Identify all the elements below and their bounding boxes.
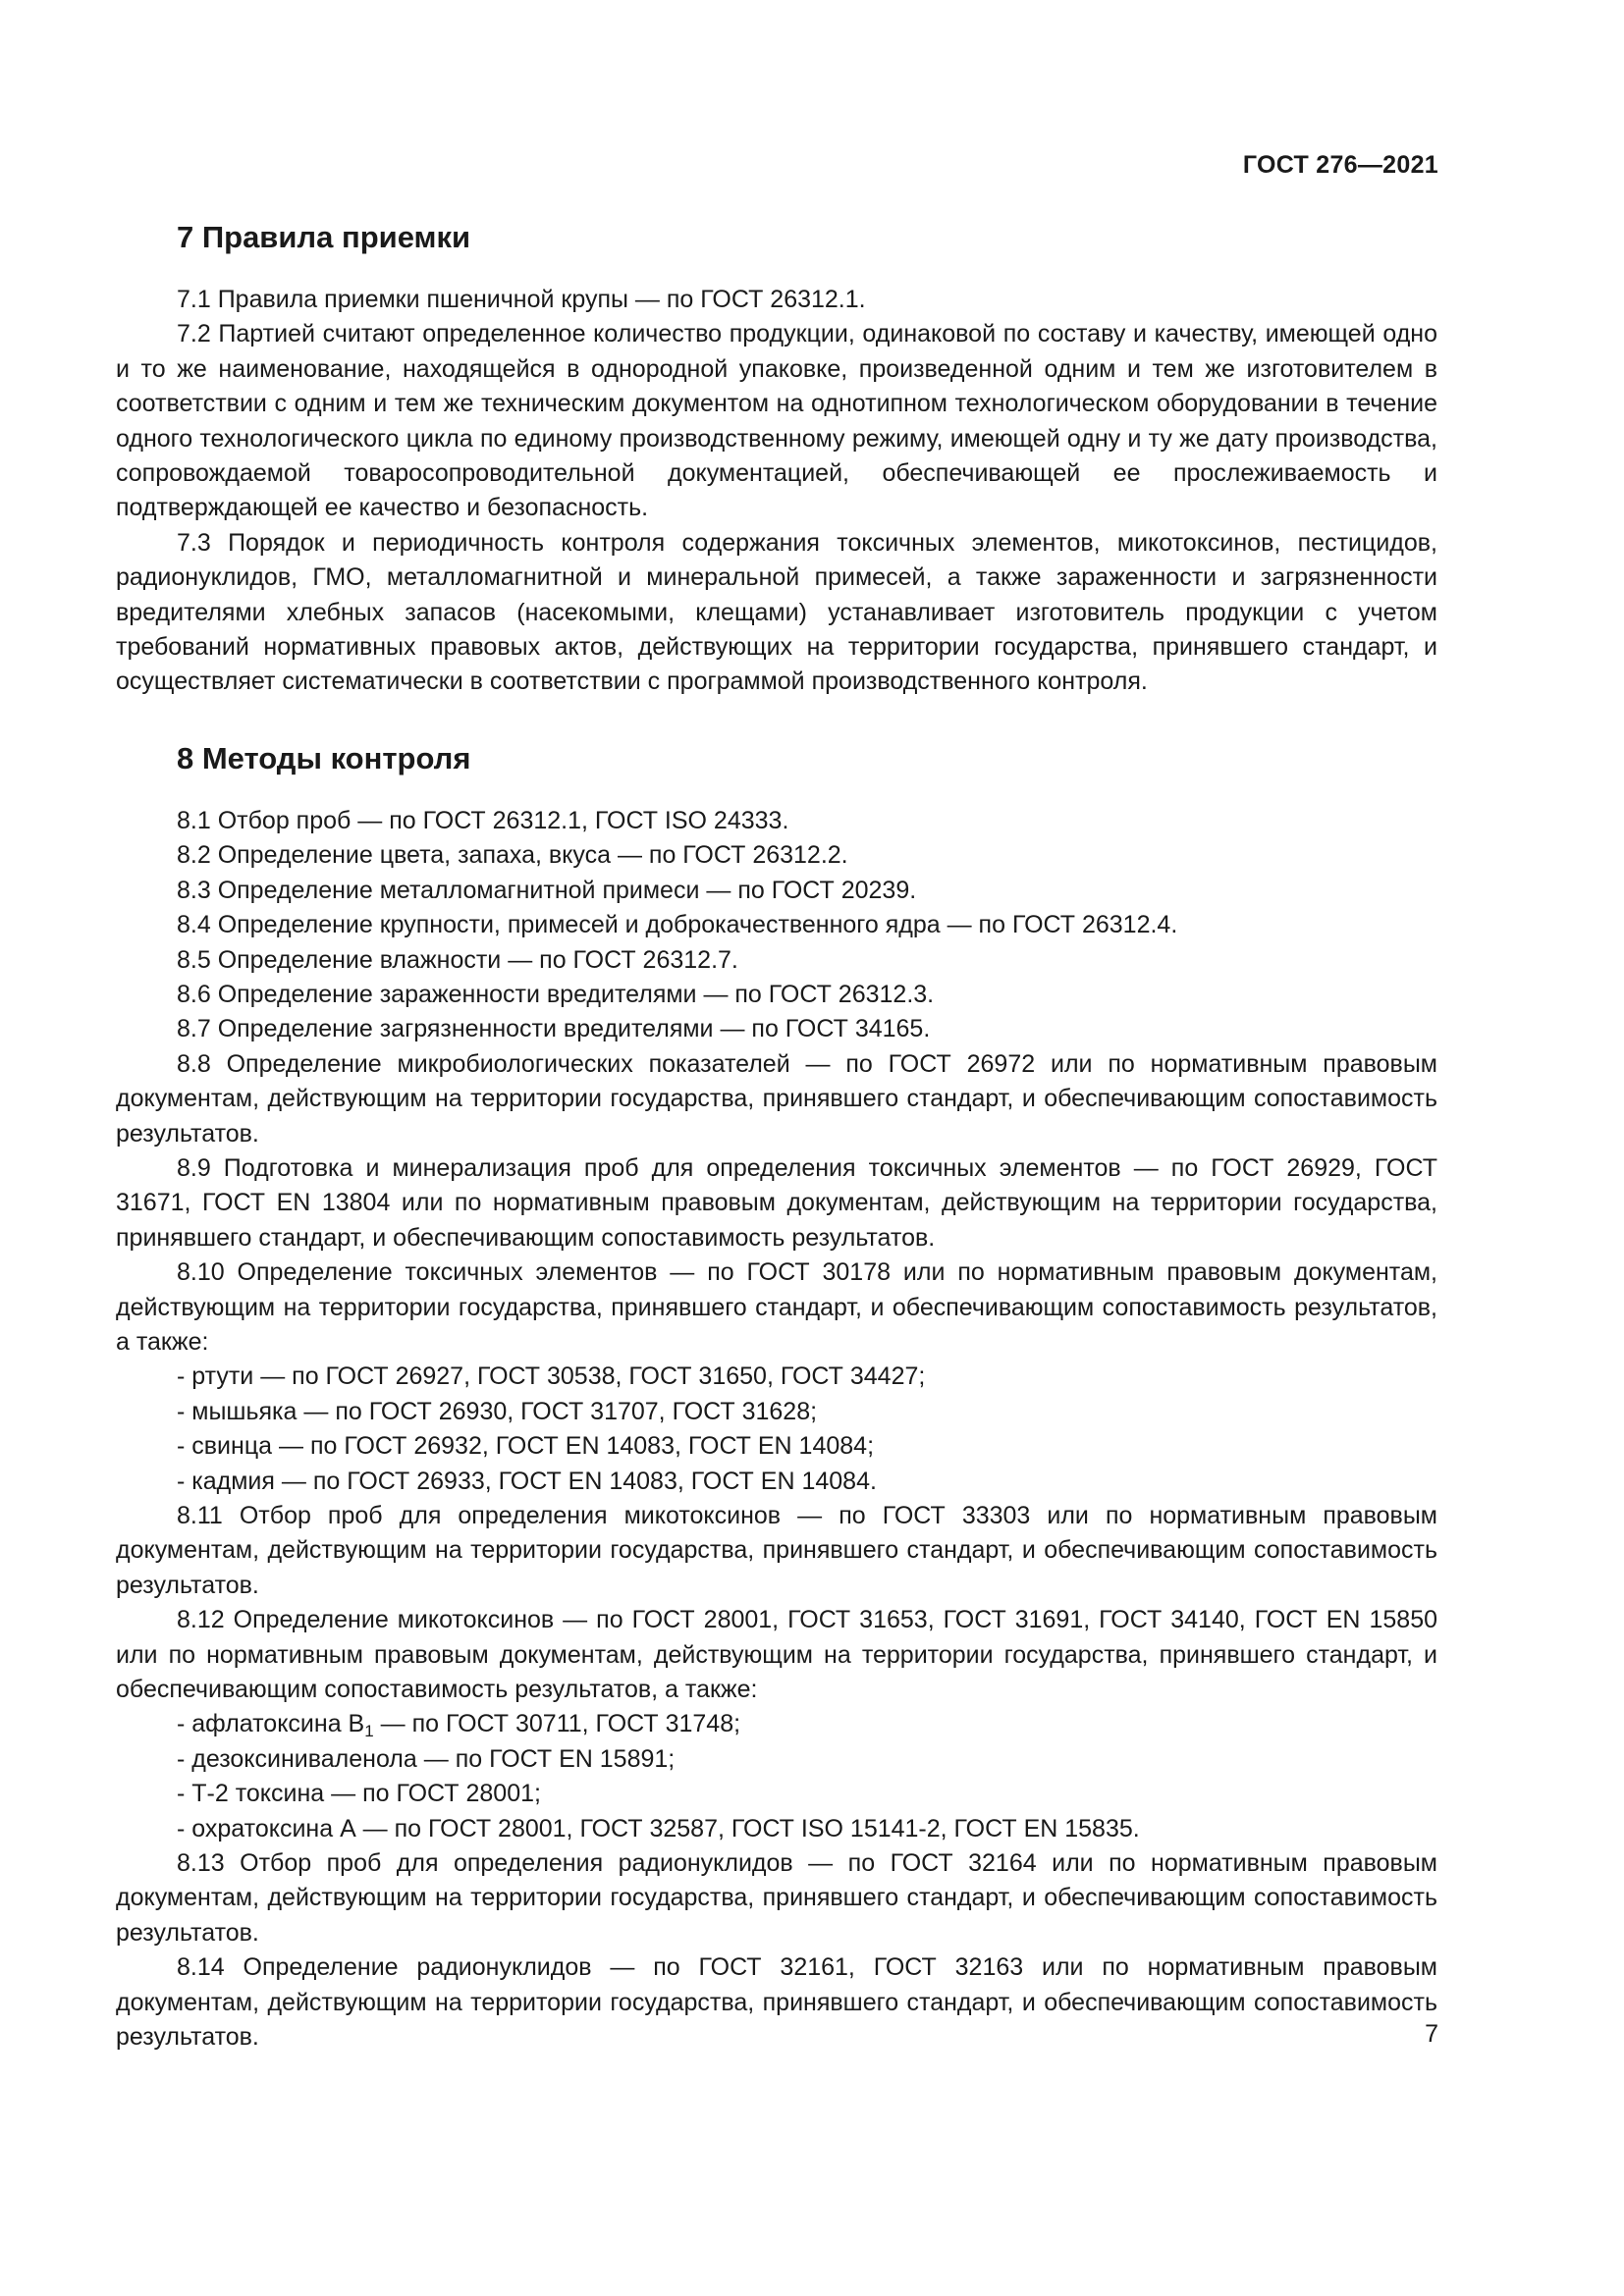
clause-8-3: 8.3 Определение металломагнитной примеси — по ГОСТ 20239. [177,876,917,904]
list-item-mercury: - ртути — по ГОСТ 26927, ГОСТ 30538, ГОСТ 31650, ГОСТ 34427; [177,1362,926,1391]
clause-8-10: 8.10 Определение токсичных элементов — по ГОСТ 30178 или по нормативным правовым документам, действующим на территории государства, принявшего стандарт, и обеспечивающим сопоставимость результатов, а также: [116,1258,1437,1356]
clause-7-2: 7.2 Партией считают определенное количество продукции, одинаковой по составу и качеству, имеющей одно и то же наименование, находящейся в однородной упаковке, произведенной одним и тем же изготовителем в соответствии с одним и тем же техническим документом на однотипном технологическом оборудовании в течение одного технологического цикла по единому производственному режиму, имеющей одну и ту же дату производства, сопровождаемой товаросопроводительной документацией, обеспечивающей ее прослеживаемость и подтверждающей ее качество и безопасность. [116,320,1437,522]
aflatoxin-subscript: 1 [364,1722,374,1741]
page-content [116,218,1437,2056]
clause-8-9: 8.9 Подготовка и минерализация проб для определения токсичных элементов — по ГОСТ 26929, ГОСТ 31671, ГОСТ EN 13804 или по нормативным правовым документам, действующим на территории государства, принявшего стандарт, и обеспечивающим сопоставимость результатов. [116,1153,1437,1252]
clause-8-13: 8.13 Отбор проб для определения радионуклидов — по ГОСТ 32164 или по нормативным правовым документам, действующим на территории государства, принявшего стандарт, и обеспечивающим сопоставимость результатов. [116,1849,1437,1947]
clause-8-4: 8.4 Определение крупности, примесей и доброкачественного ядра — по ГОСТ 26312.4. [177,911,1178,939]
page-number: 7 [1425,2020,1438,2048]
clause-8-1: 8.1 Отбор проб — по ГОСТ 26312.1, ГОСТ ISO 24333. [177,806,789,834]
clause-7-1: 7.1 Правила приемки пшеничной крупы — по ГОСТ 26312.1. [177,286,866,313]
clause-8-7: 8.7 Определение загрязненности вредителями — по ГОСТ 34165. [177,1015,931,1043]
clause-8-11: 8.11 Отбор проб для определения микотоксинов — по ГОСТ 33303 или по нормативным правовым документам, действующим на территории государства, принявшего стандарт, и обеспечивающим сопоставимость результатов. [116,1502,1437,1599]
list-item-t2-toxin: - Т-2 токсина — по ГОСТ 28001; [177,1780,541,1808]
clause-8-5: 8.5 Определение влажности — по ГОСТ 26312.7. [177,945,738,974]
section-8-title: 8 Методы контроля [177,740,471,775]
list-item-deoxynivalenol: - дезоксиниваленола — по ГОСТ EN 15891; [177,1744,676,1773]
clause-8-12: 8.12 Определение микотоксинов — по ГОСТ 28001, ГОСТ 31653, ГОСТ 31691, ГОСТ 34140, ГОСТ EN 15850 или по нормативным правовым документам, действующим на территории государства, принявшего стандарт, и обеспечивающим сопоставимость результатов, а также: [116,1606,1437,1704]
list-item-aflatoxin [116,1707,1437,1741]
list-item-lead: - свинца — по ГОСТ 26932, ГОСТ EN 14083, ГОСТ EN 14084; [177,1432,875,1461]
section-gap [116,700,1437,739]
aflatoxin-suffix: — по ГОСТ 30711, ГОСТ 31748; [373,1710,741,1738]
clause-8-6: 8.6 Определение зараженности вредителями — по ГОСТ 26312.3. [177,980,935,1008]
running-head-doc-code: ГОСТ 276—2021 [1242,151,1438,179]
aflatoxin-prefix: - афлатоксина В [177,1710,365,1738]
list-item-ochratoxin: - охратоксина А — по ГОСТ 28001, ГОСТ 32587, ГОСТ ISO 15141-2, ГОСТ EN 15835. [177,1814,1140,1842]
section-7-title: 7 Правила приемки [177,220,471,254]
clause-8-2: 8.2 Определение цвета, запаха, вкуса — по ГОСТ 26312.2. [177,841,848,870]
clause-8-8: 8.8 Определение микробиологических показателей — по ГОСТ 26972 или по нормативным правовым документам, действующим на территории государства, принявшего стандарт, и обеспечивающим сопоставимость результатов. [116,1049,1437,1148]
clause-8-14: 8.14 Определение радионуклидов — по ГОСТ 32161, ГОСТ 32163 или по нормативным правовым документам, действующим на территории государства, принявшего стандарт, и обеспечивающим сопоставимость результатов. [116,1953,1437,2052]
list-item-arsenic: - мышьяка — по ГОСТ 26930, ГОСТ 31707, ГОСТ 31628; [177,1397,818,1425]
list-item-cadmium: - кадмия — по ГОСТ 26933, ГОСТ EN 14083, ГОСТ EN 14084. [177,1467,877,1495]
clause-7-3: 7.3 Порядок и периодичность контроля содержания токсичных элементов, микотоксинов, пестицидов, радионуклидов, ГМО, металломагнитной и минеральной примесей, а также зараженности и загрязненности вредителями хлебных запасов (насекомыми, клещами) устанавливает изготовитель продукции с учетом требований нормативных правовых актов, действующих на территории государства, принявшего стандарт, и осуществляет систематически в соответствии с программой производственного контроля. [116,528,1437,696]
